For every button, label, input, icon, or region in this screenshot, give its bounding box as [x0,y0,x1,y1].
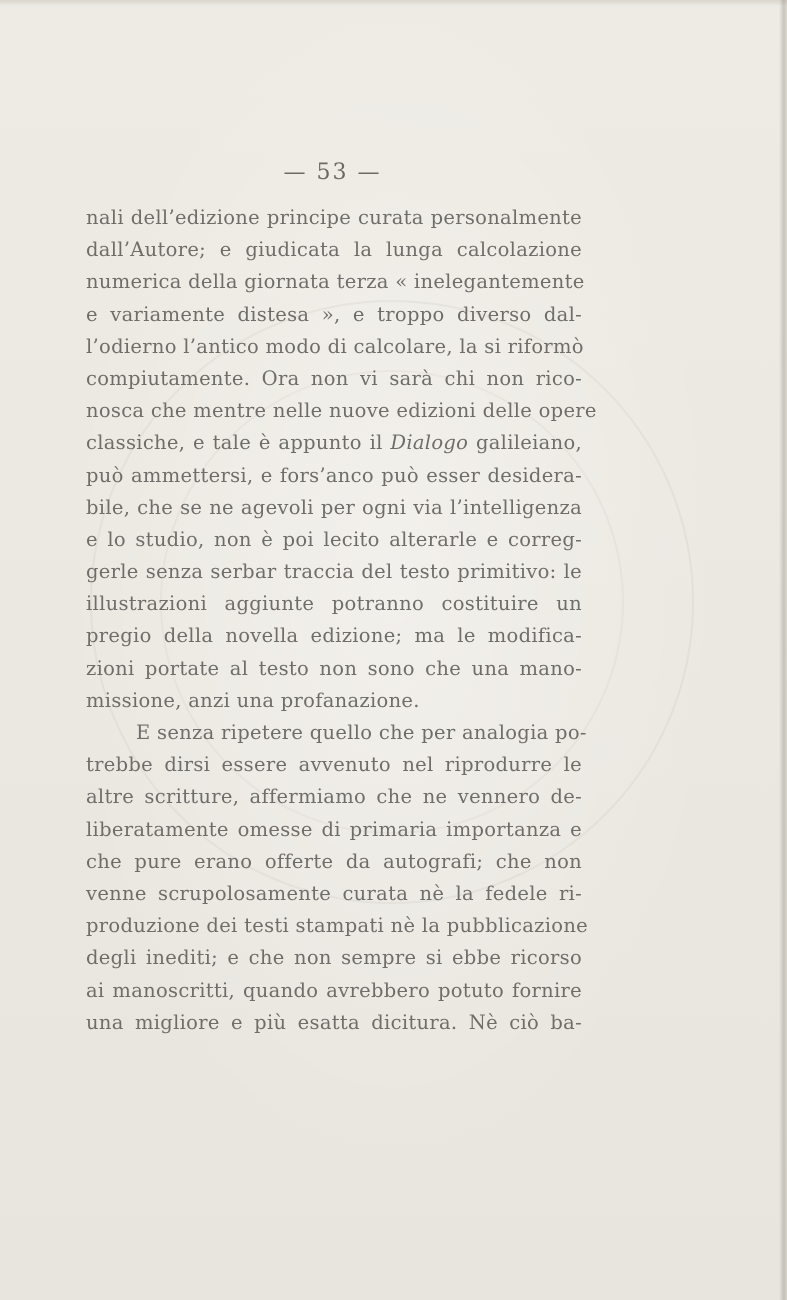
text-line-15: zioni portate al testo non sono che una mano- [86,656,582,680]
page-number: — 53 — [283,160,382,185]
text-line-18: trebbe dirsi essere avvenuto nel riprodurre le [86,753,582,777]
dialogo-title: Dialogo [390,431,469,455]
body-text [86,202,597,1039]
text-line-12: gerle senza serbar traccia del testo primitivo: le [86,560,582,584]
text-line-5: l’odierno l’antico modo di calcolare, la si riformò [86,334,584,358]
text-line-10: bile, che se ne agevoli per ogni via l’intelligenza [86,495,582,519]
text-line-8-tail: galileiano, [468,431,582,455]
text-line-22: venne scrupolosamente curata nè la fedele ri- [86,881,582,905]
text-line-9: può ammettersi, e fors’anco può esser desidera- [86,463,582,487]
text-line-8-head: classiche, e tale è appunto il [86,431,391,455]
text-line-7: nosca che mentre nelle nuove edizioni delle opere [86,399,597,423]
text-line-6: compiutamente. Ora non vi sarà chi non rico- [86,366,582,390]
text-line-1: nali dell’edizione principe curata personalmente [86,206,582,229]
page-top-edge [0,0,787,6]
text-line-14: pregio della novella edizione; ma le modifica- [86,624,582,648]
text-line-3: numerica della giornata terza « inelegantemente [86,270,585,294]
text-line-25: ai manoscritti, quando avrebbero potuto fornire [86,978,582,1002]
text-line-13: illustrazioni aggiunte potranno costituire un [86,592,582,616]
text-line-19: altre scritture, affermiamo che ne vennero de- [86,785,582,809]
text-line-17: E senza ripetere quello che per analogia po- [136,721,587,744]
text-line-24: degli inediti; e che non sempre si ebbe ricorso [86,946,582,970]
text-line-2: dall’Autore; e giudicata la lunga calcolazione [86,238,582,262]
text-line-23: produzione dei testi stampati nè la pubblicazione [86,914,589,938]
text-line-16: missione, anzi una profanazione. [86,688,420,712]
text-line-26: una migliore e più esatta dicitura. Nè ciò ba- [86,1010,582,1034]
text-line-4: e variamente distesa », e troppo diverso dal- [86,302,582,326]
text-line-20: liberatamente omesse di primaria importanza e [86,817,582,841]
text-line-8 [86,427,582,459]
text-line-11: e lo studio, non è poi lecito alterarle e correg- [86,527,582,551]
page-right-edge [779,0,787,1300]
text-line-21: che pure erano offerte da autografi; che non [86,849,582,873]
